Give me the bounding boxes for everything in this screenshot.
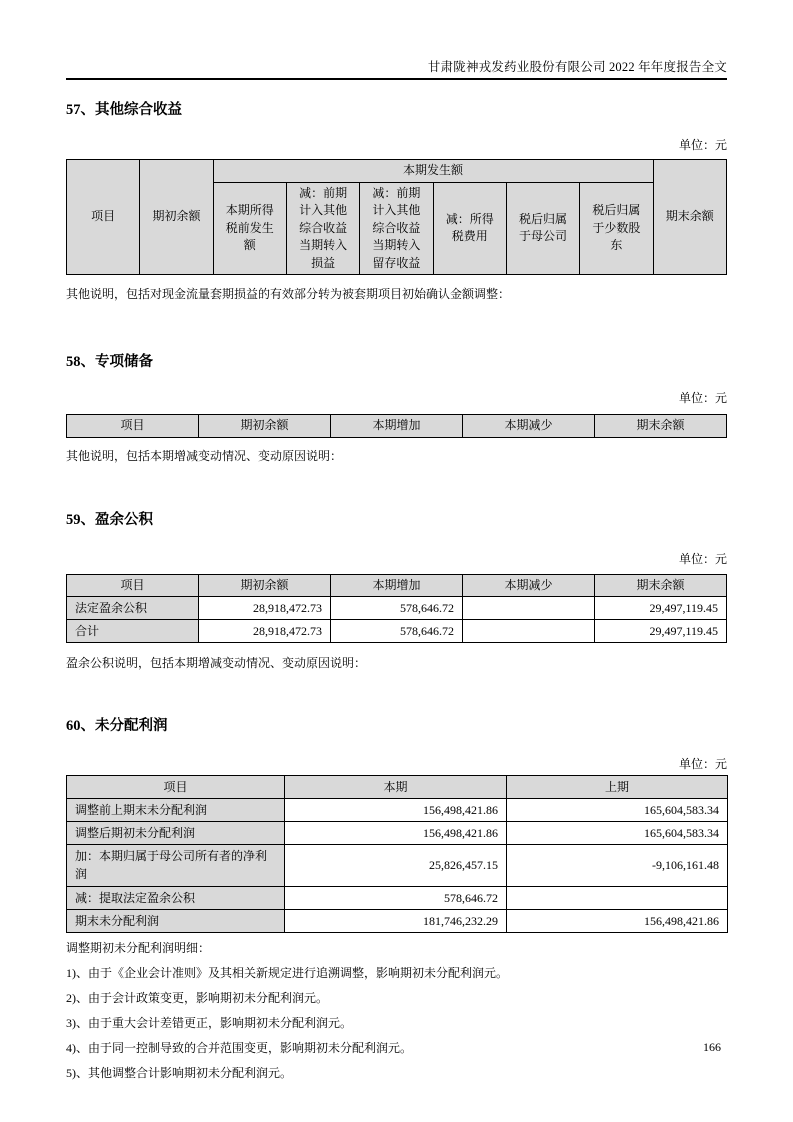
row-item-label: 合计 (67, 620, 199, 643)
opening-balance-value: 28,918,472.73 (199, 597, 331, 620)
prior-period-value (507, 887, 728, 910)
prior-period-value: 156,498,421.86 (507, 910, 728, 933)
row-item-label: 减：提取法定盈余公积 (67, 887, 285, 910)
adjustment-note-4: 4)、由于同一控制导致的合并范围变更，影响期初未分配利润元。 (66, 1041, 412, 1056)
table-header-row (67, 414, 727, 437)
row-item-label: 期末未分配利润 (67, 910, 285, 933)
special-reserve-table (66, 414, 727, 438)
decrease-value (463, 620, 595, 643)
table-row (67, 822, 728, 845)
col-header-opening-balance: 期初余额 (199, 574, 331, 596)
col-header-closing-balance: 期末余额 (595, 414, 727, 437)
section-60-notes (66, 941, 727, 1080)
table-header-row (67, 160, 727, 183)
section-58-unit-label: 单位：元 (678, 390, 727, 405)
subcol-after-tax-minority: 税后归属于少数股东 (580, 183, 653, 275)
current-period-value: 181,746,232.29 (285, 910, 507, 933)
increase-value: 578,646.72 (331, 597, 463, 620)
subcol-less-income-tax: 减：所得税费用 (433, 183, 506, 275)
adjustment-note-1: 1)、由于《企业会计准则》及其相关新规定进行追溯调整，影响期初未分配利润元。 (66, 966, 508, 981)
section-59-title: 59、盈余公积 (66, 511, 153, 528)
prior-period-value: -9,106,161.48 (507, 845, 728, 887)
opening-balance-value: 28,918,472.73 (199, 620, 331, 643)
col-header-closing-balance: 期末余额 (653, 160, 727, 275)
table-row (67, 845, 728, 887)
closing-balance-value: 29,497,119.45 (595, 597, 727, 620)
decrease-value (463, 597, 595, 620)
surplus-reserve-table (66, 574, 727, 643)
adjustment-note-2: 2)、由于会计政策变更，影响期初未分配利润元。 (66, 991, 328, 1006)
table-row (67, 887, 728, 910)
section-57-unit-label: 单位：元 (678, 138, 727, 152)
adjustment-detail-heading: 调整期初未分配利润明细： (66, 941, 211, 956)
adjustment-note-3: 3)、由于重大会计差错更正，影响期初未分配利润元。 (66, 1016, 352, 1031)
row-item-label: 法定盈余公积 (67, 597, 199, 620)
section-58-title: 58、专项储备 (66, 353, 153, 370)
section-60-title: 60、未分配利润 (66, 718, 168, 735)
col-header-increase: 本期增加 (331, 574, 463, 596)
table-header-row (67, 574, 727, 596)
current-period-value: 578,646.72 (285, 887, 507, 910)
col-header-item: 项目 (67, 776, 285, 799)
prior-period-value: 165,604,583.34 (507, 822, 728, 845)
col-header-item: 项目 (67, 574, 199, 596)
section-59-note: 盈余公积说明，包括本期增减变动情况、变动原因说明： (66, 656, 367, 671)
page-number: 166 (703, 1040, 721, 1054)
section-58-note: 其他说明，包括本期增减变动情况、变动原因说明： (66, 448, 343, 463)
col-header-decrease: 本期减少 (463, 574, 595, 596)
col-header-item: 项目 (67, 160, 140, 275)
increase-value: 578,646.72 (331, 620, 463, 643)
col-header-closing-balance: 期末余额 (595, 574, 727, 596)
table-row (67, 597, 727, 620)
adjustment-note-5: 5)、其他调整合计影响期初未分配利润元。 (66, 1066, 292, 1081)
current-period-value: 156,498,421.86 (285, 822, 507, 845)
row-item-label: 调整后期初未分配利润 (67, 822, 285, 845)
col-header-item: 项目 (67, 414, 199, 437)
section-57-note: 其他说明，包括对现金流量套期损益的有效部分转为被套期项目初始确认金额调整： (66, 286, 511, 301)
prior-period-value: 165,604,583.34 (507, 799, 728, 822)
table-row (67, 799, 728, 822)
col-header-current-period: 本期 (285, 776, 507, 799)
col-header-decrease: 本期减少 (463, 414, 595, 437)
subcol-less-transfer-to-retained: 减：前期计入其他综合收益当期转入留存收益 (360, 183, 433, 275)
subcol-after-tax-parent: 税后归属于母公司 (506, 183, 579, 275)
current-period-value: 156,498,421.86 (285, 799, 507, 822)
document-header: 甘肃陇神戎发药业股份有限公司 2022 年年度报告全文 (66, 57, 727, 80)
section-60-unit-label: 单位：元 (678, 757, 727, 772)
current-period-value: 25,826,457.15 (285, 845, 507, 887)
col-header-current-period-group: 本期发生额 (213, 160, 653, 183)
row-item-label: 调整前上期末未分配利润 (67, 799, 285, 822)
row-item-label: 加：本期归属于母公司所有者的净利润 (67, 845, 285, 887)
col-header-prior-period: 上期 (507, 776, 728, 799)
other-comprehensive-income-table (66, 159, 727, 275)
subcol-less-transfer-to-pl: 减：前期计入其他综合收益当期转入损益 (286, 183, 359, 275)
table-row (67, 910, 728, 933)
col-header-opening-balance: 期初余额 (199, 414, 331, 437)
col-header-opening-balance: 期初余额 (140, 160, 213, 275)
subcol-pretax-amount: 本期所得税前发生额 (213, 183, 286, 275)
undistributed-profit-table (66, 775, 728, 933)
section-57-title: 57、其他综合收益 (66, 102, 182, 118)
section-59-unit-label: 单位：元 (678, 551, 727, 566)
table-row-total (67, 620, 727, 643)
table-header-row (67, 776, 728, 799)
closing-balance-value: 29,497,119.45 (595, 620, 727, 643)
col-header-increase: 本期增加 (331, 414, 463, 437)
